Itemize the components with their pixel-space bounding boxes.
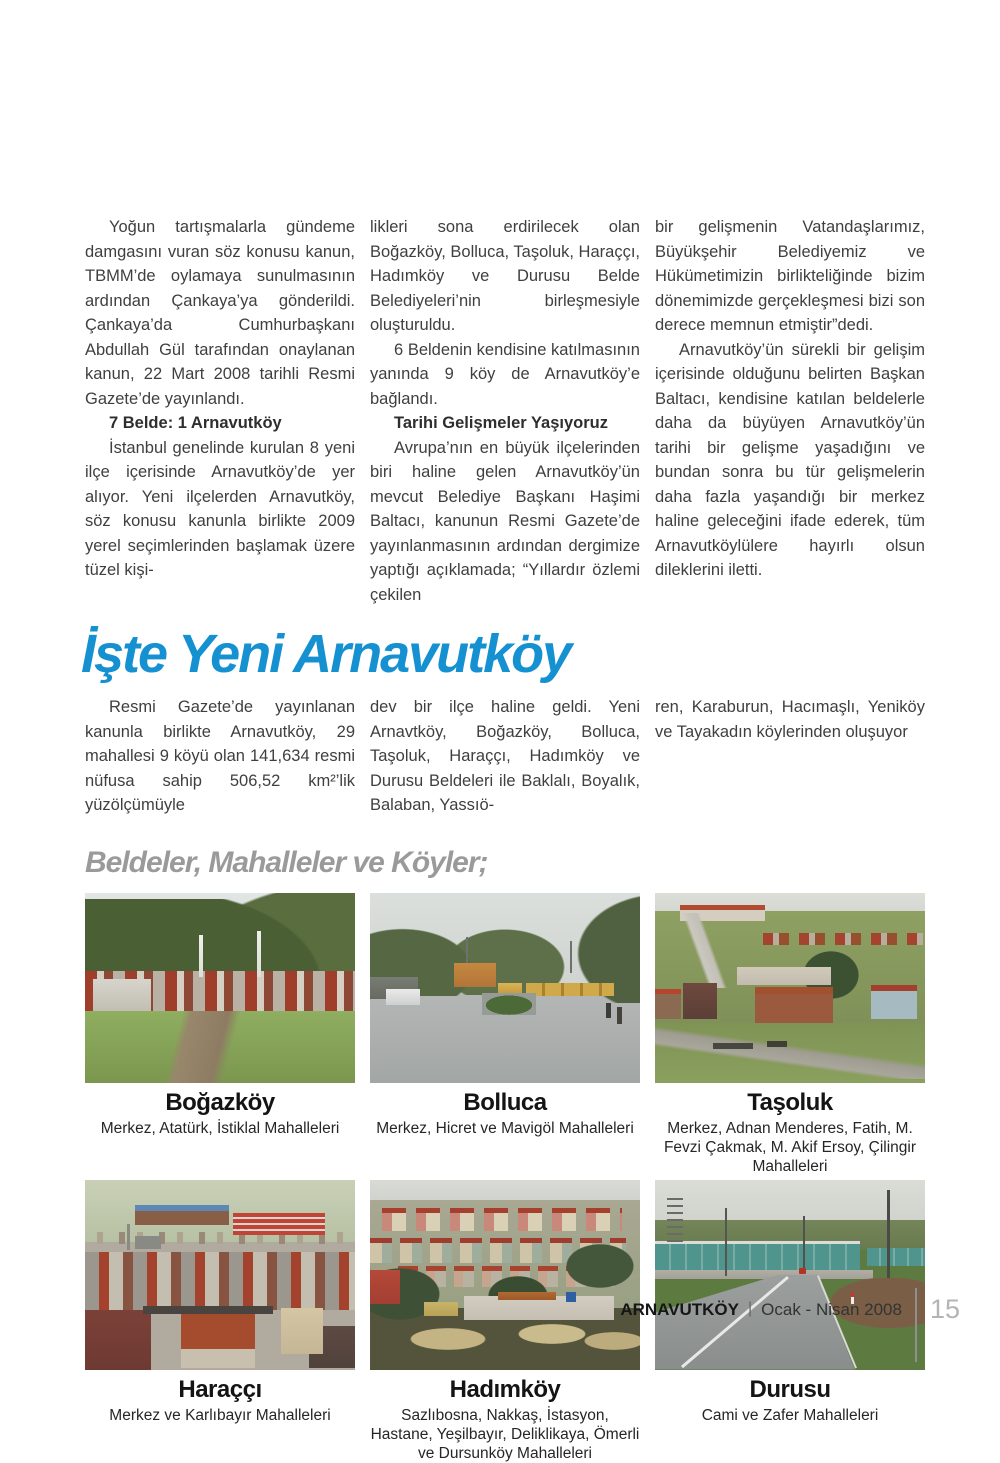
article-top [85,215,925,607]
magazine-page [81,215,925,1463]
page-number: 15 [929,1294,960,1324]
caption-bolluca [370,1089,640,1155]
page-footer [620,1288,960,1362]
photo-title: Haraççı [178,1375,262,1403]
gallery-item-bolluca [370,893,640,1176]
article-top-column-3 [655,215,925,607]
magazine-name: ARNAVUTKÖY [620,1300,739,1319]
intro-column-3 [655,695,925,818]
caption-hadimkoy [370,1376,640,1463]
paragraph: Resmi Gazete’de yayınlanan kanunla birlikte Arnavutköy, 29 mahallesi 9 köyü olan 141,634 resmi nüfusa sahip 506,52 km²’lik yüzölçümüyle [85,698,355,814]
photo-haracci [85,1180,355,1370]
article-top-column-1 [85,215,355,607]
photo-title: Durusu [749,1375,831,1403]
gallery-item-bogazkoy [85,893,355,1176]
photo-title: Bolluca [463,1088,547,1116]
paragraph: ren, Karaburun, Hacımaşlı, Yeniköy ve Tayakadın köylerinden oluşuyor [655,698,925,741]
section-header: Beldeler, Mahalleler ve Köyler; [85,845,488,879]
photo-caption: Cami ve Zafer Mahalleleri [701,1406,879,1424]
intro-column-1 [85,695,355,818]
caption-tasoluk [655,1089,925,1176]
photo-title: Boğazköy [165,1088,275,1116]
photo-title: Hadımköy [449,1375,561,1403]
photo-caption: Merkez ve Karlıbayır Mahalleleri [109,1406,331,1424]
article-top-column-2 [370,215,640,607]
gallery-item-hadimkoy [370,1180,640,1463]
footer-divider [915,1288,917,1362]
photo-hadimkoy [370,1180,640,1370]
paragraph: Avrupa’nın en büyük ilçelerinden biri haline gelen Arnavutköy’ün mevcut Belediye Başkanı Haşimi Baltacı, kanunun Resmi Gazete’de yayınlanmasının ardından dergimize yaptığı açıklamada; “Yıllardır özlemi çekilen [370,438,640,604]
page-headline: İşte Yeni Arnavutköy [81,624,571,684]
paragraph: Arnavutköy’ün sürekli bir gelişim içerisinde olduğunu belirten Başkan Baltacı, kendisine katılan beldelerle daha da büyüyen Arnavutköy’ün tarihi bir gelişme yaşadığını ve bundan sonra bu tür gelişmelerin daha fazla yaşandığı bir merkez haline geleceğini ifade ederek, tüm Arnavutköylülere hayırlı olsun dileklerini iletti. [655,340,925,579]
photo-caption: Merkez, Hicret ve Mavigöl Mahalleleri [376,1119,634,1137]
paragraph: likleri sona erdirilecek olan Boğazköy, Bolluca, Taşoluk, Haraççı, Hadımköy ve Durusu Belde Belediyeleri’nin birleşmesiyle oluşturuldu. [370,218,640,334]
photo-caption: Merkez, Adnan Menderes, Fatih, M. Fevzi Çakmak, M. Akif Ersoy, Çilingir Mahalleleri [663,1119,917,1175]
photo-tasoluk [655,893,925,1083]
article-intro [85,695,925,818]
issue-date: Ocak - Nisan 2008 [761,1300,902,1319]
paragraph: dev bir ilçe haline geldi. Yeni Arnavtköy, Boğazköy, Bolluca, Taşoluk, Haraççı, Hadımköy ve Durusu Beldeleri ile Baklalı, Boyalık, Balaban, Yassıö- [370,698,640,814]
subheading-tarihi-gelismeler: Tarihi Gelişmeler Yaşıyoruz [394,414,608,432]
photo-title: Taşoluk [747,1088,833,1116]
footer-separator: | [748,1300,753,1317]
paragraph: bir gelişmenin Vatandaşlarımız, Büyükşehir Belediyemiz ve Hükümetimizin birlikteliğinde bizim dönemimizde gerçekleşmesi bizi son derece memnun etmiştir”dedi. [655,218,925,334]
gallery-item-tasoluk [655,893,925,1176]
caption-bogazkoy [85,1089,355,1155]
photo-gallery [85,893,925,1463]
photo-caption: Sazlıbosna, Nakkaş, İstasyon, Hastane, Yeşilbayır, Deliklikaya, Ömerli ve Dursunköy Mahalleleri [370,1406,640,1462]
gallery-item-haracci [85,1180,355,1463]
subheading-7-belde: 7 Belde: 1 Arnavutköy [109,414,282,432]
caption-haracci [85,1376,355,1442]
red-car-shape [799,1268,806,1274]
paragraph: İstanbul genelinde kurulan 8 yeni ilçe içerisinde Arnavutköy’de yer alıyor. Yeni ilçelerden Arnavutköy, söz konusu kanunla birlikte 2009 yerel seçimlerinden başlamak üzere tüzel kişi- [85,438,355,579]
caption-durusu [655,1376,925,1442]
photo-bolluca [370,893,640,1083]
paragraph: 6 Beldenin kendisine katılmasının yanında 9 köy de Arnavutköy’e bağlandı. [370,340,640,408]
intro-column-2 [370,695,640,818]
paragraph: Yoğun tartışmalarla gündeme damgasını vuran söz konusu kanun, TBMM’de oylamaya sunulmasının ardından Çankaya’ya gönderildi. Çankaya’da Cumhurbaşkanı Abdullah Gül tarafından onaylanan kanun, 22 Mart 2008 tarihli Resmi Gazete’de yayınlandı. [85,218,355,408]
photo-bogazkoy [85,893,355,1083]
photo-caption: Merkez, Atatürk, İstiklal Mahalleleri [100,1119,340,1137]
